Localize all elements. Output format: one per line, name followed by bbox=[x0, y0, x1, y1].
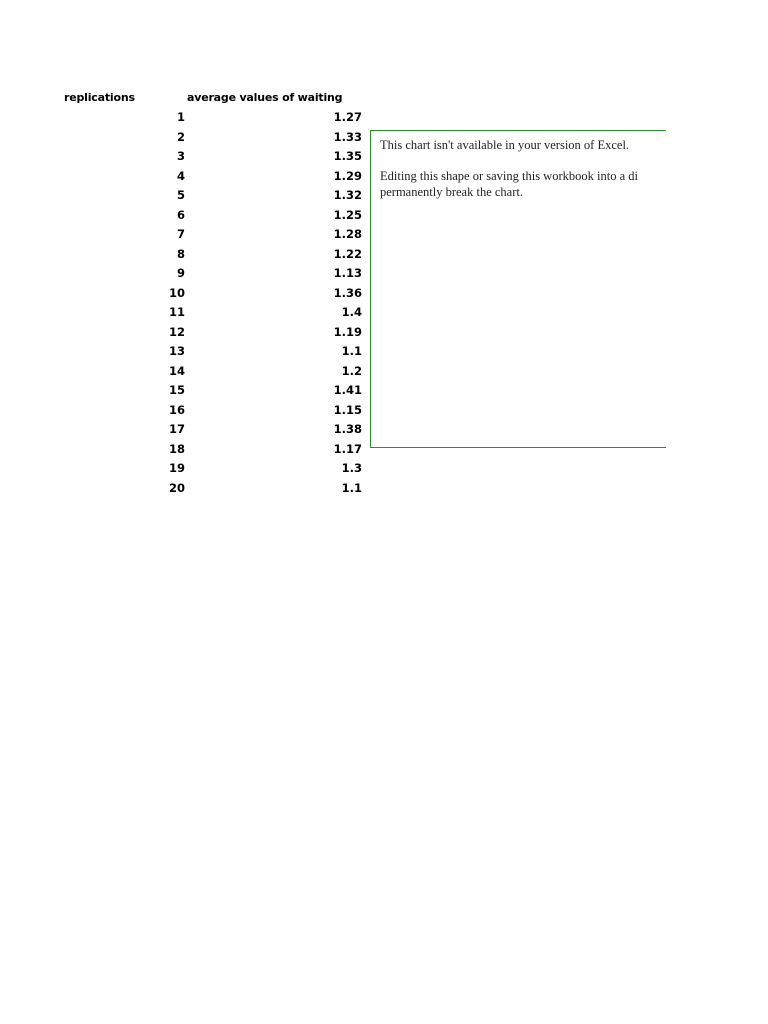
average-value-cell[interactable]: 1.13 bbox=[333, 266, 362, 280]
table-row bbox=[0, 206, 370, 226]
replication-cell[interactable]: 3 bbox=[176, 149, 185, 163]
table-row bbox=[0, 264, 370, 284]
data-table bbox=[0, 108, 370, 498]
table-row bbox=[0, 303, 370, 323]
header-average-values[interactable]: average values of waiting bbox=[187, 91, 343, 104]
replication-cell[interactable]: 9 bbox=[176, 266, 185, 280]
table-row bbox=[0, 284, 370, 304]
table-row bbox=[0, 459, 370, 479]
replication-cell[interactable]: 6 bbox=[176, 207, 185, 222]
table-row bbox=[0, 323, 370, 343]
average-value-cell[interactable]: 1.15 bbox=[333, 402, 362, 417]
average-value-cell[interactable]: 1.29 bbox=[333, 168, 362, 183]
table-row bbox=[0, 401, 370, 421]
chart-unavailable-message: This chart isn't available in your version of Excel. bbox=[380, 138, 630, 152]
table-row bbox=[0, 147, 370, 167]
average-value-cell[interactable]: 1.35 bbox=[333, 149, 362, 163]
average-value-cell[interactable]: 1.19 bbox=[333, 324, 362, 339]
average-value-cell[interactable]: 1.38 bbox=[333, 422, 362, 436]
table-row bbox=[0, 362, 370, 382]
average-value-cell[interactable]: 1.41 bbox=[333, 383, 362, 397]
average-value-cell[interactable]: 1.4 bbox=[341, 305, 362, 319]
replication-cell[interactable]: 16 bbox=[168, 402, 185, 417]
table-row bbox=[0, 128, 370, 148]
replication-cell[interactable]: 20 bbox=[168, 480, 185, 495]
table-row bbox=[0, 186, 370, 206]
average-value-cell[interactable]: 1.3 bbox=[341, 461, 362, 475]
replication-cell[interactable]: 14 bbox=[168, 363, 185, 378]
replication-cell[interactable]: 7 bbox=[176, 227, 185, 241]
average-value-cell[interactable]: 1.1 bbox=[341, 344, 362, 358]
table-row bbox=[0, 167, 370, 187]
table-row bbox=[0, 479, 370, 499]
table-row bbox=[0, 440, 370, 460]
table-row bbox=[0, 108, 370, 128]
average-value-cell[interactable]: 1.33 bbox=[333, 129, 362, 144]
table-row bbox=[0, 381, 370, 401]
chart-edit-warning: Editing this shape or saving this workbook into a di bbox=[380, 169, 638, 183]
chart-edit-warning-continued: permanently break the chart. bbox=[380, 185, 523, 199]
average-value-cell[interactable]: 1.27 bbox=[333, 110, 362, 124]
replication-cell[interactable]: 4 bbox=[176, 168, 185, 183]
replication-cell[interactable]: 1 bbox=[176, 110, 185, 124]
average-value-cell[interactable]: 1.32 bbox=[333, 188, 362, 202]
replication-cell[interactable]: 10 bbox=[168, 285, 185, 300]
average-value-cell[interactable]: 1.25 bbox=[333, 207, 362, 222]
table-row bbox=[0, 420, 370, 440]
replication-cell[interactable]: 13 bbox=[168, 344, 185, 358]
average-value-cell[interactable]: 1.1 bbox=[341, 480, 362, 495]
replication-cell[interactable]: 12 bbox=[168, 324, 185, 339]
average-value-cell[interactable]: 1.22 bbox=[333, 246, 362, 261]
chart-placeholder[interactable] bbox=[370, 130, 666, 448]
average-value-cell[interactable]: 1.28 bbox=[333, 227, 362, 241]
replication-cell[interactable]: 15 bbox=[168, 383, 185, 397]
header-replications[interactable]: replications bbox=[64, 91, 135, 104]
replication-cell[interactable]: 17 bbox=[168, 422, 185, 436]
replication-cell[interactable]: 5 bbox=[176, 188, 185, 202]
replication-cell[interactable]: 11 bbox=[168, 305, 185, 319]
table-row bbox=[0, 245, 370, 265]
replication-cell[interactable]: 19 bbox=[168, 461, 185, 475]
replication-cell[interactable]: 2 bbox=[176, 129, 185, 144]
average-value-cell[interactable]: 1.2 bbox=[341, 363, 362, 378]
table-row bbox=[0, 225, 370, 245]
replication-cell[interactable]: 18 bbox=[168, 441, 185, 456]
replication-cell[interactable]: 8 bbox=[176, 246, 185, 261]
average-value-cell[interactable]: 1.36 bbox=[333, 285, 362, 300]
average-value-cell[interactable]: 1.17 bbox=[333, 441, 362, 456]
table-row bbox=[0, 342, 370, 362]
